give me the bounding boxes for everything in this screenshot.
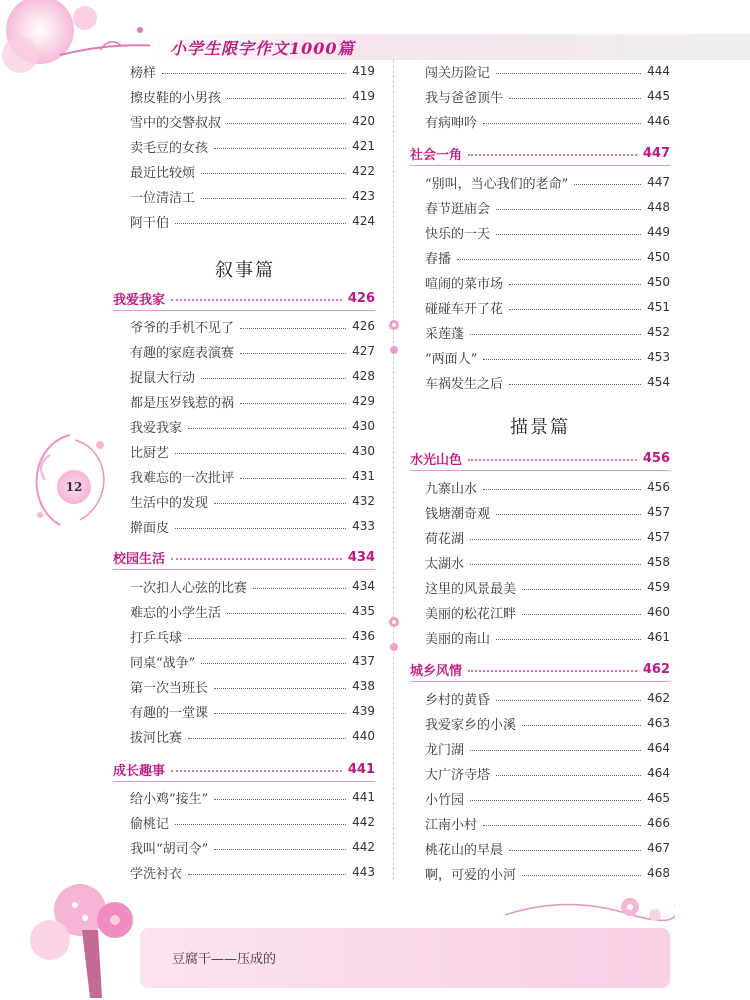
toc-entry[interactable]: 车祸发生之后 454 <box>425 375 670 392</box>
category-underline <box>113 781 375 782</box>
toc-entry[interactable]: 碰碰车开了花 451 <box>425 300 670 317</box>
toc-entry[interactable]: 第一次当班长 438 <box>130 679 375 696</box>
toc-entry[interactable]: 春播 450 <box>425 250 670 267</box>
toc-entry[interactable]: 有趣的家庭表演赛 427 <box>130 344 375 361</box>
toc-entry[interactable]: 我与爸爸顶牛 445 <box>425 89 670 106</box>
toc-entry[interactable]: “别叫，当心我们的老命” 447 <box>425 175 670 192</box>
section-title-narrative: 叙事篇 <box>215 260 275 281</box>
toc-entry[interactable]: 打乒乓球 436 <box>130 629 375 646</box>
page-number: 12 <box>57 470 91 504</box>
toc-entry[interactable]: 这里的风景最美 459 <box>425 580 670 597</box>
toc-entry[interactable]: 啊，可爱的小河 468 <box>425 866 670 883</box>
toc-entry[interactable]: 给小鸡“接生” 441 <box>130 790 375 807</box>
footer-text: 豆腐干——压成的 <box>172 952 277 967</box>
category-underline <box>113 569 375 570</box>
category-underline <box>410 681 670 682</box>
toc-entry[interactable]: 一次扣人心弦的比赛 434 <box>130 579 375 596</box>
category-heading[interactable]: 社会一角 447 <box>410 145 670 163</box>
toc-entry[interactable]: 太湖水 458 <box>425 555 670 572</box>
toc-entry[interactable]: 小竹园 465 <box>425 791 670 808</box>
toc-entry[interactable]: 龙门湖 464 <box>425 741 670 758</box>
toc-entry[interactable]: 我难忘的一次批评 431 <box>130 469 375 486</box>
toc-entry[interactable]: “两面人” 453 <box>425 350 670 367</box>
toc-entry[interactable]: 我爱家乡的小溪 463 <box>425 716 670 733</box>
flower-icon <box>387 343 401 357</box>
flower-icon <box>387 318 401 332</box>
toc-entry[interactable]: 一位清洁工 423 <box>130 189 375 206</box>
toc-entry[interactable]: 江南小村 466 <box>425 816 670 833</box>
toc-entry[interactable]: 有趣的一堂课 439 <box>130 704 375 721</box>
toc-entry[interactable]: 闯关历险记 444 <box>425 64 670 81</box>
toc-entry[interactable]: 美丽的南山 461 <box>425 630 670 647</box>
toc-entry[interactable]: 最近比较烦 422 <box>130 164 375 181</box>
category-heading[interactable]: 水光山色 456 <box>410 450 670 468</box>
flower-icon <box>387 640 401 654</box>
toc-entry[interactable]: 学洗衬衣 443 <box>130 865 375 882</box>
toc-entry[interactable]: 荷花湖 457 <box>425 530 670 547</box>
category-underline <box>410 165 670 166</box>
toc-entry[interactable]: 难忘的小学生活 435 <box>130 604 375 621</box>
toc-entry[interactable]: 阿干伯 424 <box>130 214 375 231</box>
toc-entry[interactable]: 擀面皮 433 <box>130 519 375 536</box>
column-divider <box>393 60 394 880</box>
toc-entry[interactable]: 爷爷的手机不见了 426 <box>130 319 375 336</box>
toc-entry[interactable]: 有病呻吟 446 <box>425 114 670 131</box>
section-title-scenery: 描景篇 <box>510 417 570 438</box>
toc-entry[interactable]: 拔河比赛 440 <box>130 729 375 746</box>
toc-entry[interactable]: 美丽的松花江畔 460 <box>425 605 670 622</box>
toc-entry[interactable]: 生活中的发现 432 <box>130 494 375 511</box>
vine-decoration <box>505 885 675 935</box>
toc-entry[interactable]: 偷桃记 442 <box>130 815 375 832</box>
toc-entry[interactable]: 九寨山水 456 <box>425 480 670 497</box>
toc-entry[interactable]: 都是压岁钱惹的祸 429 <box>130 394 375 411</box>
toc-entry[interactable]: 我叫“胡司令” 442 <box>130 840 375 857</box>
category-underline <box>410 470 670 471</box>
book-title: 小学生限字作文1000篇 <box>170 39 355 58</box>
toc-entry[interactable]: 擦皮鞋的小男孩 419 <box>130 89 375 106</box>
toc-entry[interactable]: 喧闹的菜市场 450 <box>425 275 670 292</box>
category-heading[interactable]: 我爱我家 426 <box>113 290 375 308</box>
toc-entry[interactable]: 乡村的黄昏 462 <box>425 691 670 708</box>
category-heading[interactable]: 城乡风情 462 <box>410 661 670 679</box>
toc-entry[interactable]: 钱塘潮奇观 457 <box>425 505 670 522</box>
toc-entry[interactable]: 大广济寺塔 464 <box>425 766 670 783</box>
toc-entry[interactable]: 春节逛庙会 448 <box>425 200 670 217</box>
toc-entry[interactable]: 捉鼠大行动 428 <box>130 369 375 386</box>
flower-icon <box>387 615 401 629</box>
toc-entry[interactable]: 我爱我家 430 <box>130 419 375 436</box>
category-heading[interactable]: 校园生活 434 <box>113 549 375 567</box>
category-underline <box>113 310 375 311</box>
toc-entry[interactable]: 比厨艺 430 <box>130 444 375 461</box>
toc-entry[interactable]: 同桌“战争” 437 <box>130 654 375 671</box>
toc-entry[interactable]: 采莲蓬 452 <box>425 325 670 342</box>
toc-entry[interactable]: 桃花山的早晨 467 <box>425 841 670 858</box>
toc-entry[interactable]: 雪中的交警叔叔 420 <box>130 114 375 131</box>
category-heading[interactable]: 成长趣事 441 <box>113 761 375 779</box>
toc-entry[interactable]: 快乐的一天 449 <box>425 225 670 242</box>
toc-entry[interactable]: 卖毛豆的女孩 421 <box>130 139 375 156</box>
toc-entry[interactable]: 榜样 419 <box>130 64 375 81</box>
